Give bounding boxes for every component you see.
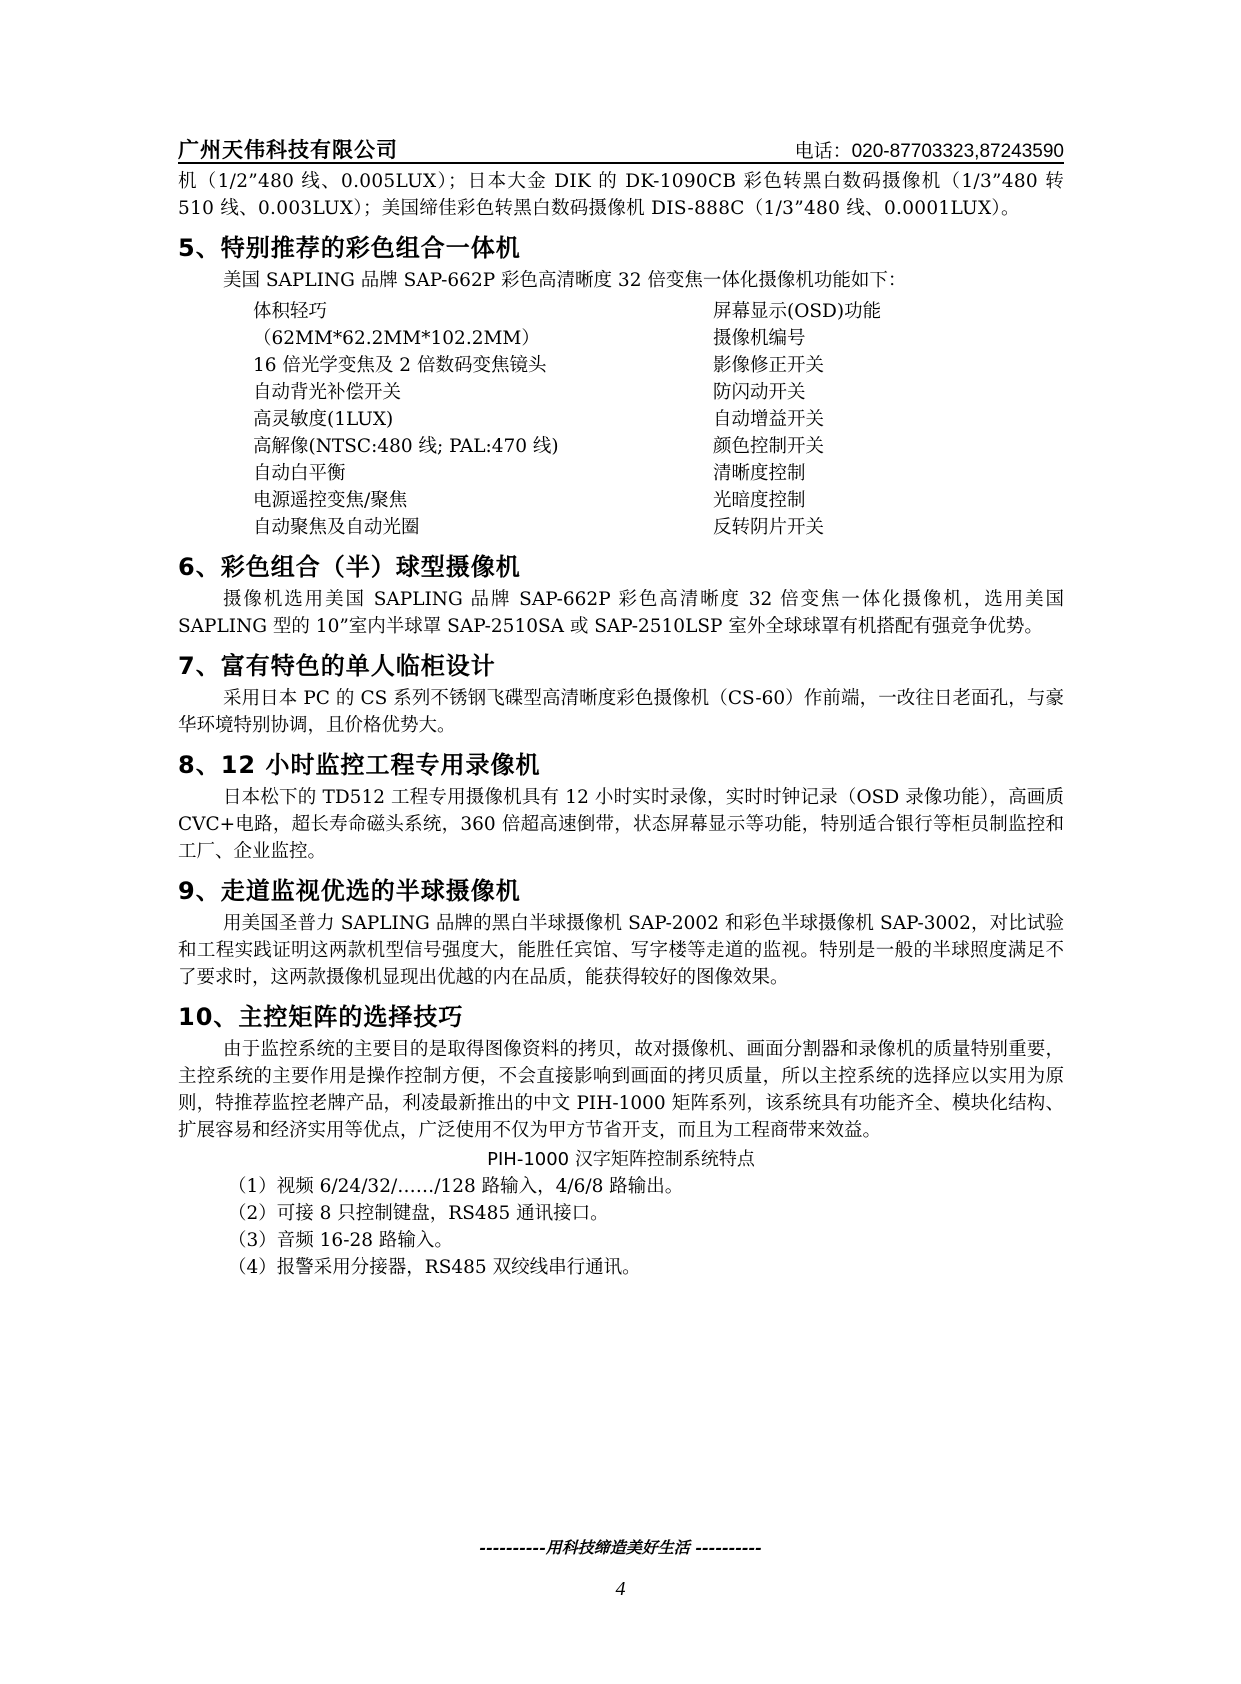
section-8-body: 日本松下的 TD512 工程专用摄像机具有 12 小时实时录像，实时时钟记录（OSD 录像功能），高画质 CVC+电路，超长寿命磁头系统，360 倍超高速倒带，状态屏幕显示等功能，特别适合银行等柜员制监控和工厂、企业监控。 xyxy=(178,787,1064,862)
feature-item: 颜色控制开关 xyxy=(713,436,825,457)
phone-number: 电话：020-87703323,87243590 xyxy=(794,141,1064,162)
header-rule xyxy=(178,162,1064,164)
feature-item: 防闪动开关 xyxy=(713,382,806,403)
section-9-title: 9、走道监视优选的半球摄像机 xyxy=(178,877,521,905)
page-content xyxy=(178,168,1064,1281)
feature-item: 自动增益开关 xyxy=(713,409,825,430)
company-name: 广州天伟科技有限公司 xyxy=(178,138,398,162)
section-6-title: 6、彩色组合（半）球型摄像机 xyxy=(178,553,521,581)
section-6-body: 摄像机选用美国 SAPLING 品牌 SAP-662P 彩色高清晰度 32 倍变焦一体化摄像机，选用美国 SAPLING 型的 10”室内半球罩 SAP-2510SA 或 SAP-2510LSP 室外全球球罩有机搭配有强竞争优势。 xyxy=(178,589,1064,637)
feature-item: 电源遥控变焦/聚焦 xyxy=(253,490,408,511)
feature-item: 自动背光补偿开关 xyxy=(253,382,402,403)
list-item: （3）音频 16-28 路输入。 xyxy=(228,1230,453,1251)
footer-slogan: ----------用科技缔造美好生活 ---------- xyxy=(479,1538,762,1557)
list-item: （1）视频 6/24/32/……/128 路输入，4/6/8 路输出。 xyxy=(228,1176,684,1197)
feature-item: 摄像机编号 xyxy=(713,328,806,349)
feature-item: 16 倍光学变焦及 2 倍数码变焦镜头 xyxy=(253,355,547,376)
list-item: （2）可接 8 只控制键盘，RS485 通讯接口。 xyxy=(228,1203,609,1224)
feature-item: 高解像(NTSC:480 线; PAL:470 线) xyxy=(253,436,559,457)
section-5-title: 5、特别推荐的彩色组合一体机 xyxy=(178,234,521,262)
feature-item: 自动白平衡 xyxy=(253,463,346,484)
feature-item: 光暗度控制 xyxy=(713,490,806,511)
feature-list xyxy=(253,298,1064,541)
section-8-title: 8、12 小时监控工程专用录像机 xyxy=(178,751,541,779)
matrix-features-caption: PIH-1000 汉字矩阵控制系统特点 xyxy=(487,1149,755,1170)
section-5-lead: 美国 SAPLING 品牌 SAP-662P 彩色高清晰度 32 倍变焦一体化摄像机功能如下： xyxy=(223,270,907,291)
list-item: （4）报警采用分接器，RS485 双绞线串行通讯。 xyxy=(228,1257,641,1278)
page-header xyxy=(178,134,1064,162)
matrix-feature-list xyxy=(228,1173,1064,1281)
feature-item: 自动聚焦及自动光圈 xyxy=(253,517,420,538)
feature-item: 清晰度控制 xyxy=(713,463,806,484)
feature-item: 高灵敏度(1LUX) xyxy=(253,409,394,430)
section-7-title: 7、富有特色的单人临柜设计 xyxy=(178,652,496,680)
page-number: 4 xyxy=(615,1578,626,1600)
feature-item: （62MM*62.2MM*102.2MM） xyxy=(253,328,540,349)
section-10-title: 10、主控矩阵的选择技巧 xyxy=(178,1003,464,1031)
feature-item: 屏幕显示(OSD)功能 xyxy=(713,301,882,322)
feature-item: 体积轻巧 xyxy=(253,301,328,322)
feature-item: 反转阴片开关 xyxy=(713,517,825,538)
feature-item: 影像修正开关 xyxy=(713,355,825,376)
intro-paragraph: 机（1/2”480 线、0.005LUX）；日本大金 DIK 的 DK-1090CB 彩色转黑白数码摄像机（1/3”480 转 510 线、0.003LUX）；美国缔佳彩色转黑白数码摄像机 DIS-888C（1/3”480 线、0.0001LUX）。 xyxy=(178,171,1064,219)
section-10-body: 由于监控系统的主要目的是取得图像资料的拷贝，故对摄像机、画面分割器和录像机的质量特别重要，主控系统的主要作用是操作控制方便，不会直接影响到画面的拷贝质量，所以主控系统的选择应以实用为原则，特推荐监控老牌产品，利凌最新推出的中文 PIH-1000 矩阵系列，该系统具有功能齐全、模块化结构、扩展容易和经济实用等优点，广泛使用不仅为甲方节省开支，而且为工程商带来效益。 xyxy=(178,1039,1064,1141)
section-9-body: 用美国圣普力 SAPLING 品牌的黑白半球摄像机 SAP-2002 和彩色半球摄像机 SAP-3002，对比试验和工程实践证明这两款机型信号强度大，能胜任宾馆、写字楼等走道的监视。特别是一般的半球照度满足不了要求时，这两款摄像机显现出优越的内在品质，能获得较好的图像效果。 xyxy=(178,913,1064,988)
section-7-body: 采用日本 PC 的 CS 系列不锈钢飞碟型高清晰度彩色摄像机（CS-60）作前端，一改往日老面孔，与豪华环境特别协调，且价格优势大。 xyxy=(178,688,1064,736)
